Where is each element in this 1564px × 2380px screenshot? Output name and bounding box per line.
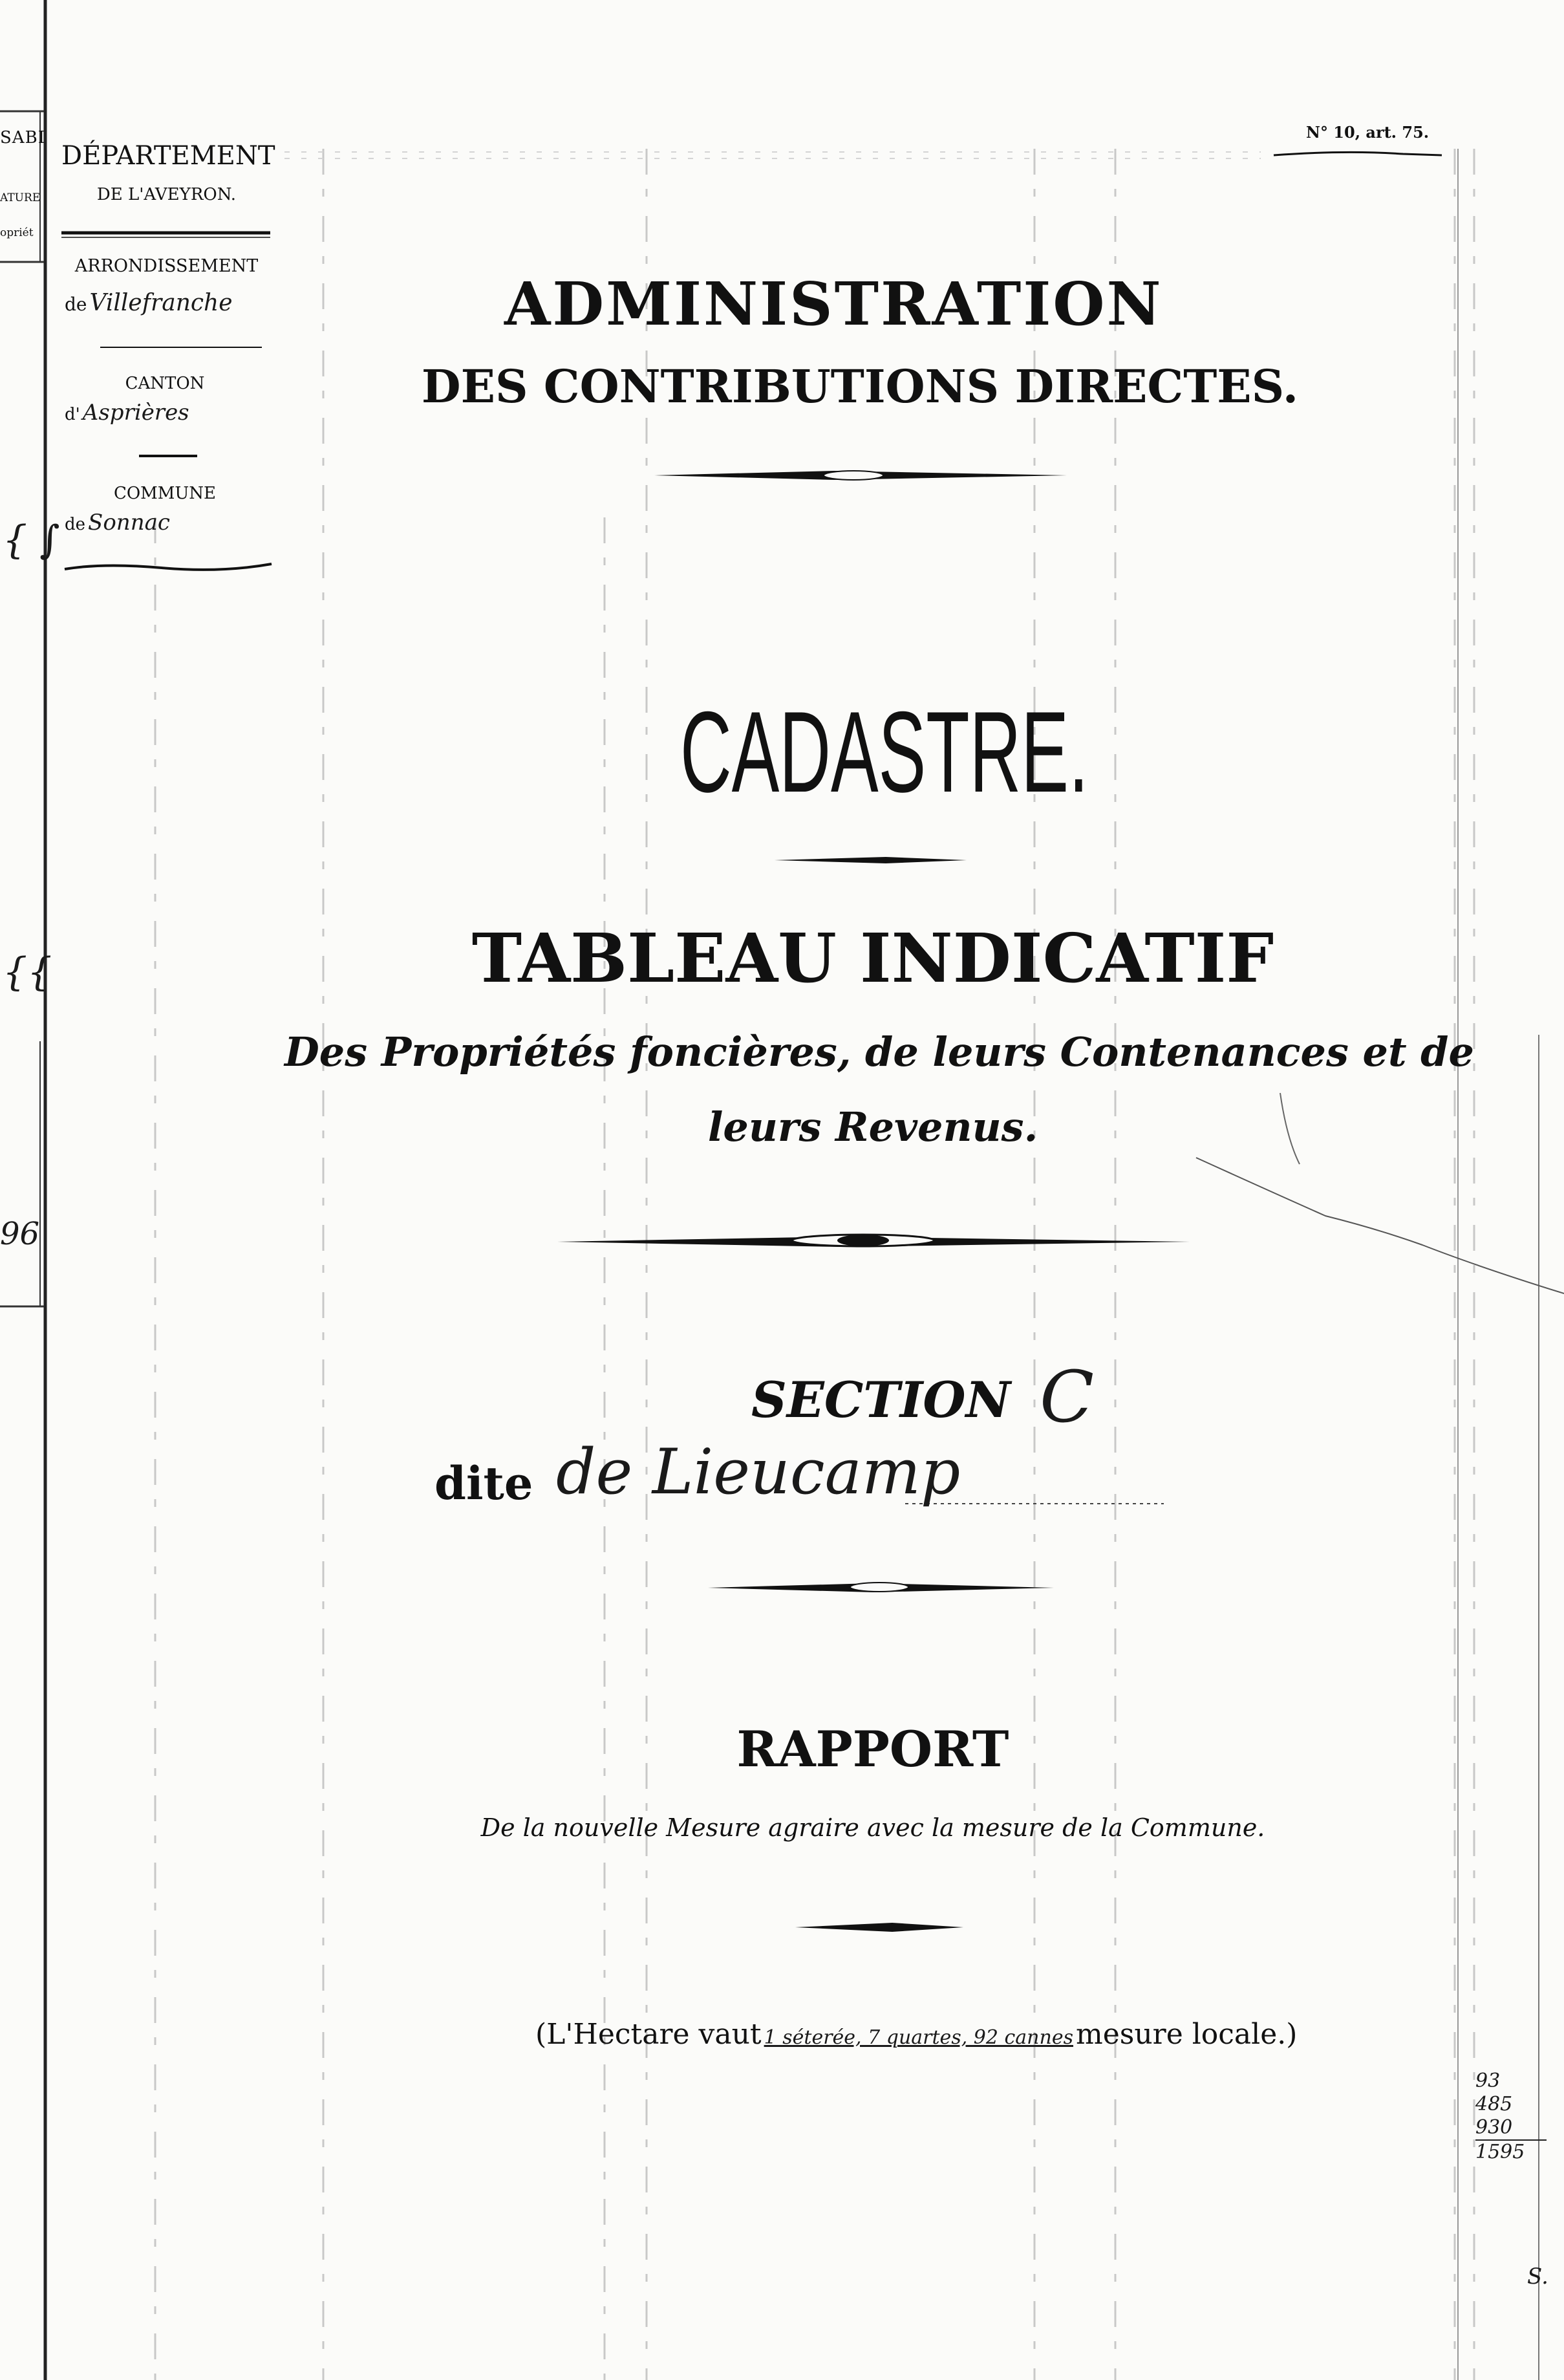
tableau-subtitle-line1: Des Propriétés foncières, de leurs Contenances et de [284,1028,1474,1076]
tableau-title: TABLEAU INDICATIF [471,918,1274,998]
section-label: SECTION [751,1371,1011,1429]
margin-fragment: opriét [0,226,34,239]
commune-field [65,510,278,546]
arrondissement-label: ARRONDISSEMENT [74,256,259,276]
commune-prefix: de [65,515,86,534]
section-letter: C [1040,1356,1095,1438]
hectare-line [535,2018,1441,2051]
hectare-suffix: mesure locale.) [1075,2018,1298,2051]
margin-fragment: ATURE [0,191,41,204]
administration-heading: ADMINISTRATION [504,269,1163,339]
canton-value: Asprières [82,400,189,426]
form-reference: N° 10, art. 75. [1306,123,1430,142]
arrondissement-field [65,290,278,329]
cadastre-title: CADASTRE. [680,687,1089,816]
departement-label: DÉPARTEMENT [61,141,275,171]
corner-mark: S. [1527,2264,1548,2289]
canton-prefix: d' [65,405,80,424]
hectare-value: 1 séterée, 7 quartes, 92 cannes [764,2026,1073,2049]
arrondissement-value: Villefranche [89,290,233,316]
hectare-prefix: (L'Hectare vaut [535,2018,762,2051]
tableau-subtitle-line2: leurs Revenus. [707,1103,1038,1151]
arrondissement-prefix: de [65,294,87,315]
margin-fragment: { ∫ [3,517,60,563]
margin-fragment: SABI [0,128,45,147]
contributions-heading: DES CONTRIBUTIONS DIRECTES. [421,360,1299,413]
calculation-line: 93 [1475,2070,1501,2092]
canton-field [65,400,278,436]
canton-label: CANTON [125,374,205,393]
dite-label: dite [434,1456,533,1510]
margin-fragment: 96 [0,1216,40,1252]
section-name: de Lieucamp [556,1436,961,1508]
departement-name: DE L'AVEYRON. [96,185,237,204]
calculation-line: 930 [1475,2116,1513,2139]
commune-value: Sonnac [88,510,170,536]
rapport-subtitle: De la nouvelle Mesure agraire avec la mesure de la Commune. [480,1813,1265,1842]
rapport-title: RAPPORT [736,1720,1009,1778]
calculation-line: 485 [1475,2093,1513,2115]
commune-label: COMMUNE [113,484,217,503]
calculation-total: 1595 [1475,2139,1547,2164]
margin-fragment: {{ [3,949,52,995]
margin-calculation [1475,2070,1547,2164]
